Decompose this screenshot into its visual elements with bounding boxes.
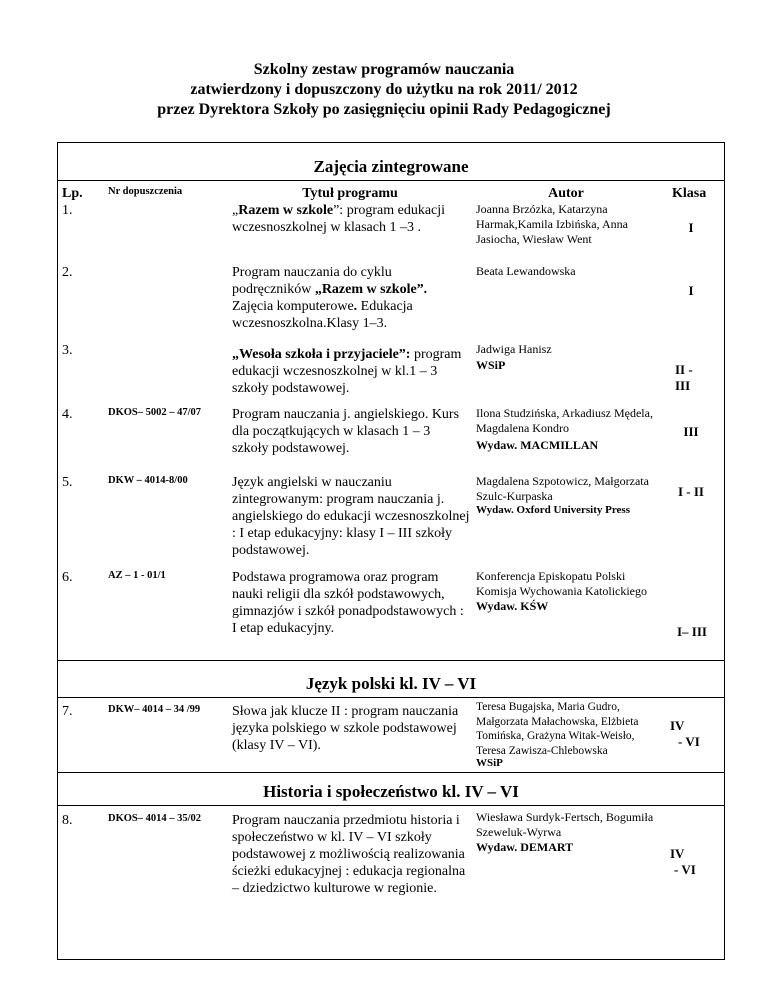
header-klasa: Klasa [672,186,707,201]
title-part: Razem w szkole [238,203,334,218]
row-publisher: WSiP [476,757,503,769]
divider [57,772,725,773]
title-part: Program nauczania do cyklu podręczników [232,265,392,297]
row-lp: 5. [62,475,73,490]
header-lp: Lp. [62,186,83,201]
row-klasa-a: IV [670,718,685,733]
section-heading-jezyk-polski: Język polski kl. IV – VI [305,674,477,693]
row-klasa: I - II [677,484,704,499]
row-lp: 2. [62,265,73,280]
title-part: „Wesoła szkoła i przyjaciele”: [232,347,411,362]
row-nr: DKOS– 5002 – 47/07 [108,407,202,418]
title-part: ”: program edukacji wczesnoszkolnej w klasach 1 –3 . [232,203,446,235]
row-title [232,812,468,897]
row-klasa: I– III [677,624,707,639]
row-publisher: Wydaw. MACMILLAN [476,438,599,452]
row-author: Jadwiga Hanisz [476,342,552,356]
row-nr: DKW– 4014 – 34 /99 [108,704,201,715]
row-title [232,202,468,236]
divider [57,805,725,806]
row-lp: 4. [62,407,73,422]
row-nr: AZ – 1 - 01/1 [108,570,166,581]
row-title [232,703,468,754]
title-part: Program nauczania przedmiotu historia i społeczeństwo w kl. IV – VI szkoły podstawowej z możliwością realizowania ścieżki edukacyjnej : edukacja regionalna – dziedzictwo kulturowe w regionie. [232,813,466,896]
row-lp: 8. [62,813,73,828]
row-lp: 6. [62,570,73,585]
title-part: Zajęcia komputerowe [232,299,354,314]
title-part: Język angielski w nauczaniu zintegrowanym: program nauczania j. angielskiego do edukacji wczesnoszkolnej : I etap edukacyjny: klasy I – III szkoły podstawowej. [232,475,470,558]
document-title [0,60,768,120]
row-klasa-b: - VI [674,862,696,877]
row-klasa: I [688,283,694,298]
row-title [232,346,470,397]
header-nr: Nr dopuszczenia [108,186,183,197]
row-author: Konferencja Episkopatu Polski Komisja Wychowania Katolickiego [476,569,648,598]
row-klasa: III [683,424,699,439]
row-author: Wiesława Surdyk-Fertsch, Bogumiła Szeweluk-Wyrwa [476,810,654,839]
title-line-3: przez Dyrektora Szkoły po zasięgnięciu opinii Rady Pedagogicznej [157,101,611,118]
row-author: Beata Lewandowska [476,264,576,278]
title-part: „Razem w szkole”. [314,282,428,297]
section-heading-historia: Historia i społeczeństwo kl. IV – VI [263,782,519,801]
row-lp: 1. [62,203,73,218]
row-publisher: Wydaw. KŚW [476,599,549,613]
divider [57,660,725,661]
header-autor: Autor [548,186,584,201]
title-part: Edukacja wczesnoszkolna.Klasy 1–3. [232,299,413,331]
row-lp: 3. [62,343,73,358]
title-part: „ [232,203,239,218]
row-author: Teresa Bugajska, Maria Gudro, Małgorzata Małachowska, Elżbieta Tomińska, Grażyna Witak-Weisło, Teresa Zawisza-Chlebowska [476,701,639,757]
row-publisher: Wydaw. Oxford University Press [476,504,630,516]
row-title [232,474,470,559]
row-lp: 7. [62,704,73,719]
row-klasa: II - III [675,362,693,393]
row-nr: DKW – 4014-8/00 [108,475,188,486]
title-part: Program nauczania j. angielskiego. Kurs dla początkujących w klasach 1 – 3 szkoły podstawowej. [232,407,460,456]
title-part: . [353,299,358,314]
row-publisher: WSiP [476,358,506,372]
row-klasa [670,846,714,878]
row-author: Ilona Studzińska, Arkadiusz Mędela, Magdalena Kondro [476,406,653,435]
row-author: Magdalena Szpotowicz, Małgorzata Szulc-Kurpaska [476,474,649,503]
row-title [232,569,468,637]
divider [57,697,725,698]
section-heading-zajecia: Zajęcia zintegrowane [313,157,469,176]
title-line-2: zatwierdzony i dopuszczony do użytku na rok 2011/ 2012 [190,81,578,98]
title-part: Słowa jak klucze II : program nauczania języka polskiego w szkole podstawowej (klasy IV – VI). [232,704,459,753]
row-nr: DKOS– 4014 – 35/02 [108,813,202,824]
title-line-1: Szkolny zestaw programów nauczania [253,61,515,78]
row-klasa-b: - VI [678,734,700,749]
title-part: Podstawa programowa oraz program nauki religii dla szkół podstawowych, gimnazjów i szkół ponadpodstawowych : I etap edukacyjny. [232,570,464,636]
row-klasa: I [688,220,694,235]
header-tytul: Tytuł programu [302,186,398,201]
row-title [232,406,468,457]
row-title [232,264,468,332]
row-klasa [670,718,714,750]
row-klasa-a: IV [670,846,685,861]
title-part: program edukacji wczesnoszkolnej w kl.1 – 3 szkoły podstawowej. [232,347,462,396]
row-publisher: Wydaw. DEMART [476,840,574,854]
row-author: Joanna Brzózka, Katarzyna Harmak,Kamila Izbińska, Anna Jasiocha, Wiesław Went [476,202,628,246]
divider [57,180,725,181]
